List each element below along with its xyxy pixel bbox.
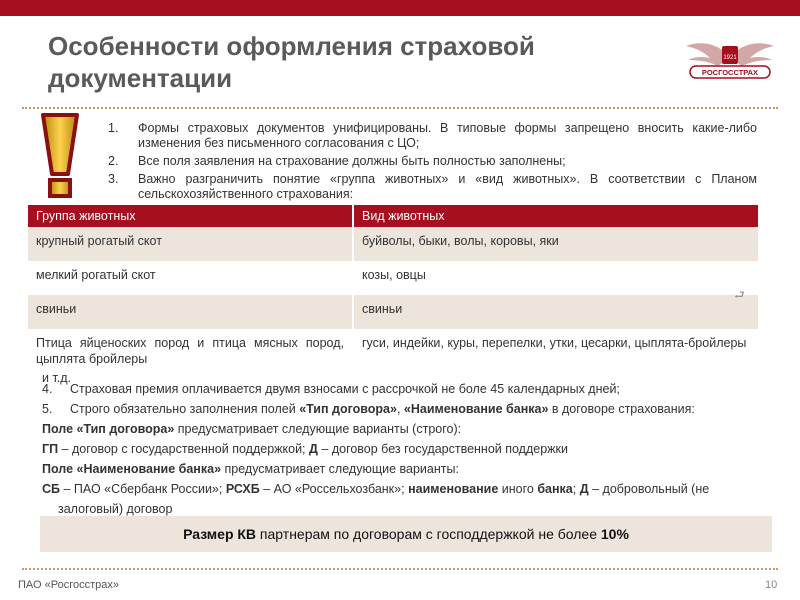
return-arrow-icon: ⮐ — [734, 288, 745, 302]
divider-bottom — [22, 568, 778, 570]
contract-type-field: Поле «Тип договора» предусматривает следующие варианты (строго): — [42, 422, 462, 436]
bank-name-options: СБ – ПАО «Сбербанк России»; РСХБ – АО «Россельхозбанк»; наименование иного банка; Д – добровольный (не — [42, 482, 710, 496]
point-5: 5. Строго обязательно заполнения полей «Тип договора», «Наименование банка» в договоре страхования: — [42, 402, 695, 416]
table-cell: свиньи — [28, 295, 352, 329]
list-item: 2. Все поля заявления на страхование должны быть полностью заполнены; — [108, 154, 566, 168]
divider-top — [22, 107, 778, 109]
bank-name-options-cont: залоговый) договор — [58, 502, 173, 516]
table-row — [28, 295, 758, 329]
svg-text:1921: 1921 — [723, 55, 737, 61]
table-cell: буйволы, быки, волы, коровы, яки — [354, 227, 758, 261]
animal-groups-table — [26, 205, 760, 375]
page-title — [48, 30, 648, 94]
column-header-group: Группа животных — [28, 205, 352, 227]
bottom-text — [42, 371, 772, 519]
point-4: 4. Страховая премия оплачивается двумя взносами с рассрочкой не боле 45 календарных дней; — [42, 382, 620, 396]
svg-text:РОСГОССТРАХ: РОСГОССТРАХ — [701, 68, 759, 77]
rosgosstrakh-logo — [682, 36, 778, 86]
table-cell: гуси, индейки, куры, перепелки, утки, цесарки, цыплята-бройлеры — [354, 329, 758, 375]
title-line-2: документации — [48, 63, 233, 93]
exclamation-icon — [40, 112, 80, 200]
page-number: 10 — [765, 579, 778, 591]
list-item: 1. Формы страховых документов унифицированы. В типовые формы запрещено вносить какие-либо изменения без письменного согласования с ЦО; — [108, 121, 757, 150]
footer-company: ПАО «Росгосстрах» — [18, 579, 119, 591]
commission-note: Размер КВ партнерам по договорам с господдержкой не более 10% — [40, 516, 772, 552]
list-item: 3. Важно разграничить понятие «группа животных» и «вид животных». В соответствии с Планом сельскохозяйственного страхования: — [108, 172, 757, 201]
table-cell: козы, овцы — [354, 261, 758, 295]
contract-type-options: ГП – договор с государственной поддержкой; Д – договор без государственной поддержки — [42, 442, 568, 456]
cell-text: Птица яйценоских пород и птица мясных пород, цыплята бройлеры — [36, 336, 344, 366]
trailing-etc: и т.д. — [42, 371, 72, 385]
table-cell: свиньи — [354, 295, 758, 329]
requirements-list — [100, 121, 757, 205]
top-bar — [0, 0, 800, 16]
table-header-row — [28, 205, 758, 227]
column-header-type: Вид животных — [354, 205, 758, 227]
table-row — [28, 227, 758, 261]
bank-name-field: Поле «Наименование банка» предусматривает следующие варианты: — [42, 462, 459, 476]
table-row — [28, 261, 758, 295]
title-line-1: Особенности оформления страховой — [48, 31, 535, 61]
table-cell: мелкий рогатый скот — [28, 261, 352, 295]
table-cell: крупный рогатый скот — [28, 227, 352, 261]
